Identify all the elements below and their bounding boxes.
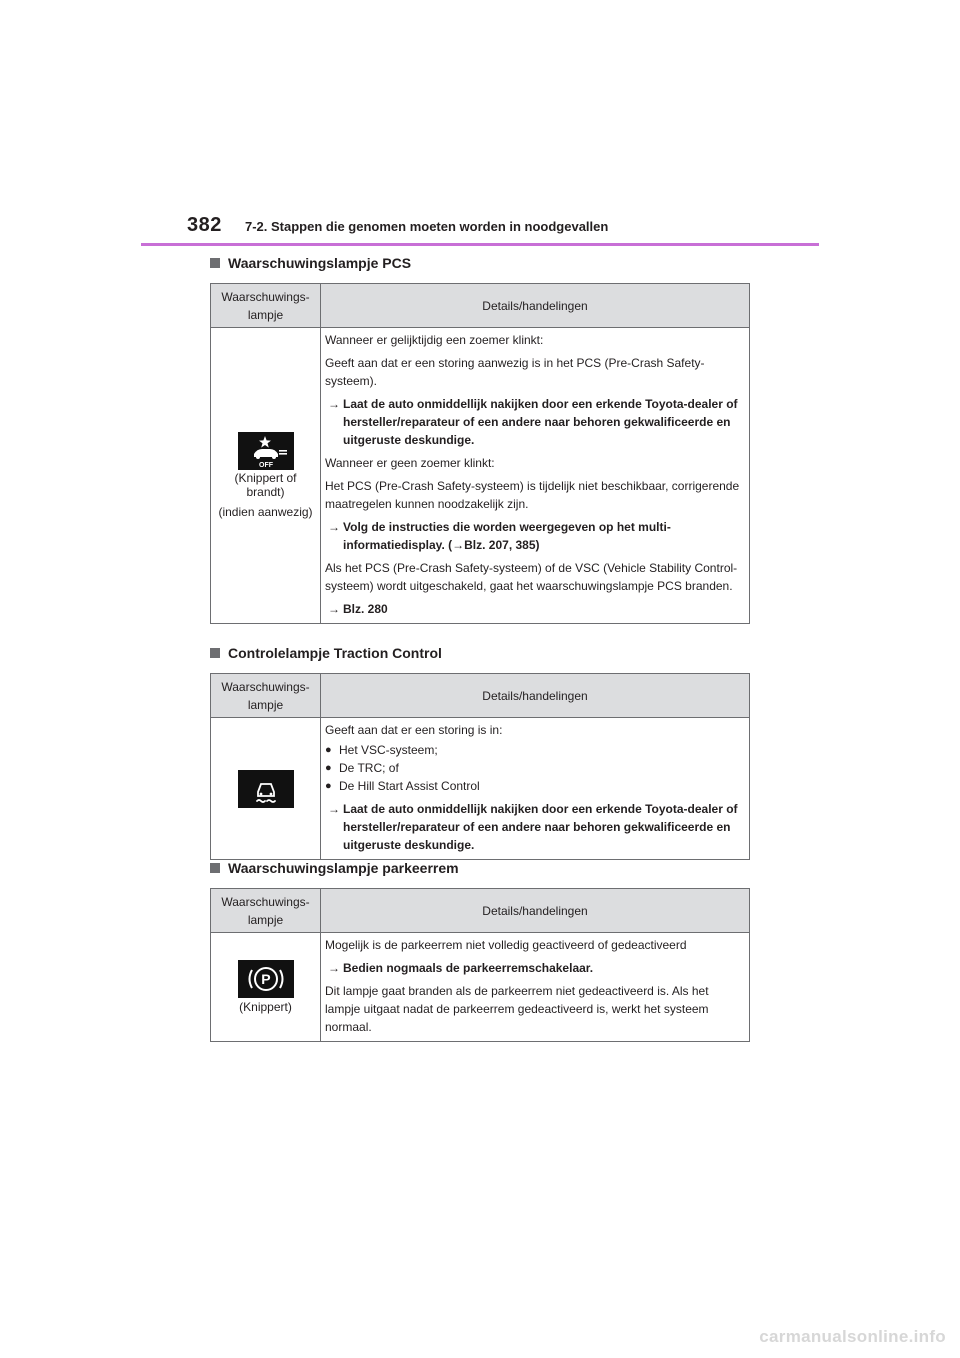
section-title-text: Waarschuwingslampje parkeerrem — [228, 860, 459, 876]
table-header-row — [211, 284, 750, 328]
detail-text: Wanneer er gelijktijdig een zoemer klinkt: — [325, 333, 544, 347]
list-item-text: De Hill Start Assist Control — [339, 779, 480, 793]
lamp-cell — [211, 328, 321, 624]
lamp-cell — [211, 718, 321, 860]
action-line — [325, 518, 744, 554]
lamp-caption: (Knippert of brandt) — [234, 471, 297, 499]
list-item-text: De TRC; of — [339, 761, 399, 775]
col-header-details: Details/handelingen — [321, 284, 750, 328]
parking-brake-table — [210, 888, 750, 1042]
table-row — [211, 328, 750, 624]
page-header — [0, 0, 960, 250]
traction-table — [210, 673, 750, 860]
action-text: Laat de auto onmiddellijk nakijken door een erkende Toyota-dealer of hersteller/reparateur of een andere naar behoren gekwalificeerde en uitgeruste deskundige. — [343, 397, 738, 447]
action-line — [325, 600, 744, 618]
pcs-off-icon — [238, 432, 294, 470]
detail-text: Het PCS (Pre-Crash Safety-systeem) is tijdelijk niet beschikbaar, corrigerende maatregelen kunnen noodzakelijk zijn. — [325, 479, 740, 511]
arrow-icon: → — [328, 802, 340, 816]
details-cell — [321, 328, 750, 624]
list-item — [325, 741, 744, 759]
table-header-row — [211, 674, 750, 718]
bullet-list — [325, 741, 744, 795]
col-header-details: Details/handelingen — [321, 674, 750, 718]
arrow-icon: → — [328, 961, 340, 975]
section-title-text: Waarschuwingslampje PCS — [228, 255, 412, 271]
col-header-lamp — [211, 889, 321, 933]
action-text: Bedien nogmaals de parkeerremschakelaar. — [343, 961, 594, 975]
parking-brake-icon — [238, 960, 294, 998]
lamp-cell — [211, 933, 321, 1042]
header-divider — [141, 243, 819, 246]
arrow-icon: → — [328, 397, 340, 411]
action-line — [325, 395, 744, 449]
watermark: carmanualsonline.info — [759, 1327, 946, 1346]
arrow-icon: → — [328, 520, 340, 534]
svg-text:OFF: OFF — [258, 462, 273, 469]
detail-text: Mogelijk is de parkeerrem niet volledig geactiveerd of gedeactiveerd — [325, 938, 687, 952]
section-square-icon — [210, 648, 220, 658]
bullet-icon: ● — [325, 762, 332, 774]
details-cell — [321, 718, 750, 860]
detail-text: Wanneer er geen zoemer klinkt: — [325, 456, 495, 470]
section-title-pcs — [210, 255, 411, 271]
pcs-table — [210, 283, 750, 624]
list-item-text: Het VSC-systeem; — [339, 743, 438, 757]
detail-text: Dit lampje gaat branden als de parkeerrem niet gedeactiveerd is. Als het lampje uitgaat nadat de parkeerrem gedeactiveerd is, werkt het systeem normaal. — [325, 984, 709, 1034]
col-header-lamp-text: Waarschuwings- lampje — [221, 894, 310, 927]
lamp-caption-extra: (indien aanwezig) — [218, 505, 313, 519]
list-item — [325, 759, 744, 777]
table-header-row — [211, 889, 750, 933]
col-header-lamp — [211, 674, 321, 718]
detail-text: Als het PCS (Pre-Crash Safety-systeem) of de VSC (Vehicle Stability Control-systeem) wordt uitgeschakeld, gaat het waarschuwingslampje PCS branden. — [325, 561, 738, 593]
details-cell — [321, 933, 750, 1042]
detail-text: Geeft aan dat er een storing is in: — [325, 723, 503, 737]
table-row — [211, 718, 750, 860]
section-square-icon — [210, 863, 220, 873]
page-reference: Blz. 280 — [343, 602, 388, 616]
detail-text: Geeft aan dat er een storing aanwezig is in het PCS (Pre-Crash Safety-systeem). — [325, 356, 705, 388]
page-number: 382 — [187, 214, 222, 236]
chapter-title: 7-2. Stappen die genomen moeten worden in noodgevallen — [245, 219, 609, 234]
section-title-text: Controlelampje Traction Control — [228, 645, 442, 661]
bullet-icon: ● — [325, 744, 332, 756]
action-text: Laat de auto onmiddellijk nakijken door een erkende Toyota-dealer of hersteller/reparateur of een andere naar behoren gekwalificeerde en uitgeruste deskundige. — [343, 802, 738, 852]
list-item — [325, 777, 744, 795]
svg-text:P: P — [260, 971, 271, 987]
action-text: Volg de instructies die worden weergegeven op het multi-informatiedisplay. (→Blz. 207, 385) — [343, 520, 671, 552]
col-header-lamp-text: Waarschuwings- lampje — [221, 289, 310, 322]
section-square-icon — [210, 258, 220, 268]
section-title-traction — [210, 645, 442, 661]
col-header-details: Details/handelingen — [321, 889, 750, 933]
table-row — [211, 933, 750, 1042]
section-title-parking-brake — [210, 860, 459, 876]
arrow-icon: → — [328, 602, 340, 616]
lamp-caption: (Knippert) — [239, 1000, 292, 1014]
action-line — [325, 959, 744, 977]
action-line — [325, 800, 744, 854]
traction-control-icon — [238, 770, 294, 808]
bullet-icon: ● — [325, 780, 332, 792]
col-header-lamp — [211, 284, 321, 328]
col-header-lamp-text: Waarschuwings- lampje — [221, 679, 310, 712]
